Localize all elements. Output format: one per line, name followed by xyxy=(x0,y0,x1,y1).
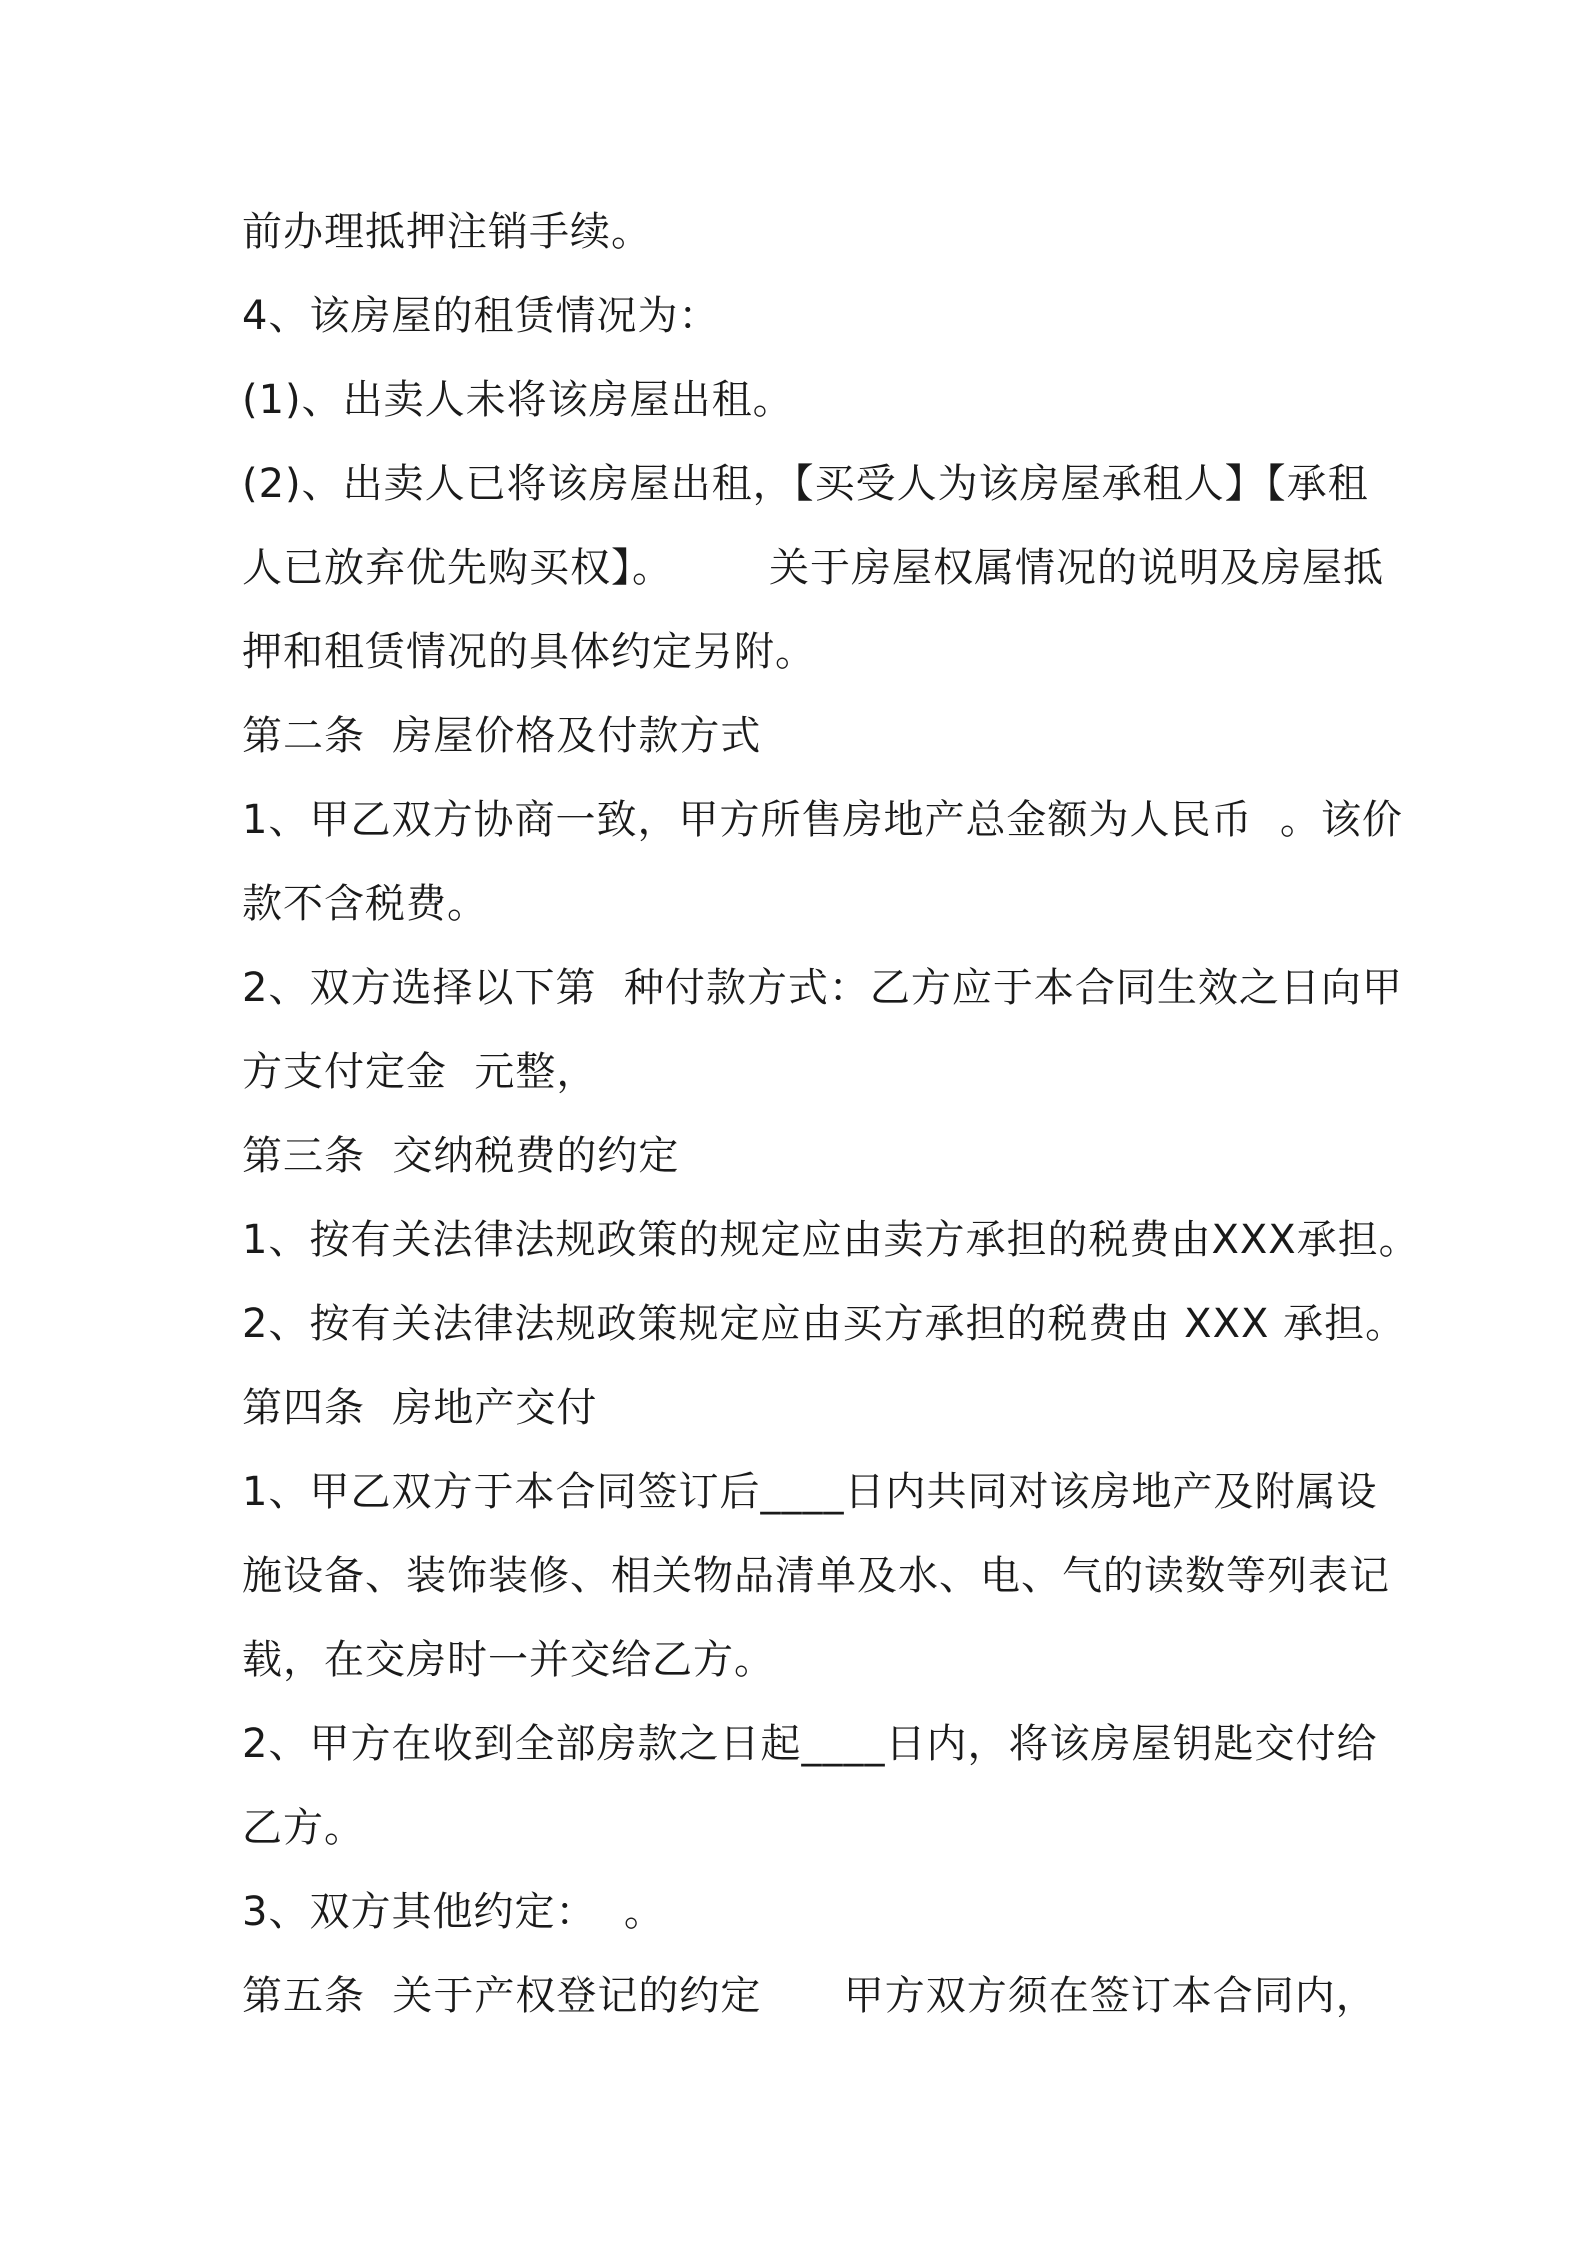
text-line: 1、甲乙双方协商一致，甲方所售房地产总金额为人民币 。该价 xyxy=(242,797,1403,843)
section-heading: 第三条 交纳税费的约定 xyxy=(242,1133,680,1179)
text-line: 2、双方选择以下第 种付款方式：乙方应于本合同生效之日向甲 xyxy=(242,965,1403,1011)
text-line: 2、按有关法律法规政策规定应由买方承担的税费由 XXX 承担。 xyxy=(242,1301,1407,1347)
text-line: 4、该房屋的租赁情况为： xyxy=(242,293,720,339)
text-line: (2)、出卖人已将该房屋出租，【买受人为该房屋承租人】【承租 xyxy=(242,461,1369,507)
text-line: 方支付定金 元整， xyxy=(242,1049,598,1095)
text-line: 施设备、装饰装修、相关物品清单及水、电、气的读数等列表记 xyxy=(242,1553,1390,1599)
text-line: 人已放弃优先购买权】。 关于房屋权属情况的说明及房屋抵 xyxy=(242,545,1385,591)
text-line: 1、按有关法律法规政策的规定应由卖方承担的税费由XXX承担。 xyxy=(242,1217,1420,1263)
text-line: 1、甲乙双方于本合同签订后____日内共同对该房地产及附属设 xyxy=(242,1469,1378,1515)
text-line: 乙方。 xyxy=(242,1805,365,1851)
text-line: 前办理抵押注销手续。 xyxy=(242,209,652,255)
section-heading: 第四条 房地产交付 xyxy=(242,1385,598,1431)
text-line: (1)、出卖人未将该房屋出租。 xyxy=(242,377,794,423)
text-line: 3、双方其他约定： 。 xyxy=(242,1889,665,1935)
document-body xyxy=(242,190,1420,2038)
section-heading: 第五条 关于产权登记的约定 甲方双方须在签订本合同内， xyxy=(242,1973,1377,2019)
text-line: 款不含税费。 xyxy=(242,881,488,927)
text-line: 押和租赁情况的具体约定另附。 xyxy=(242,629,816,675)
section-heading: 第二条 房屋价格及付款方式 xyxy=(242,713,762,759)
text-line: 载，在交房时一并交给乙方。 xyxy=(242,1637,775,1683)
text-line: 2、甲方在收到全部房款之日起____日内，将该房屋钥匙交付给 xyxy=(242,1721,1378,1767)
